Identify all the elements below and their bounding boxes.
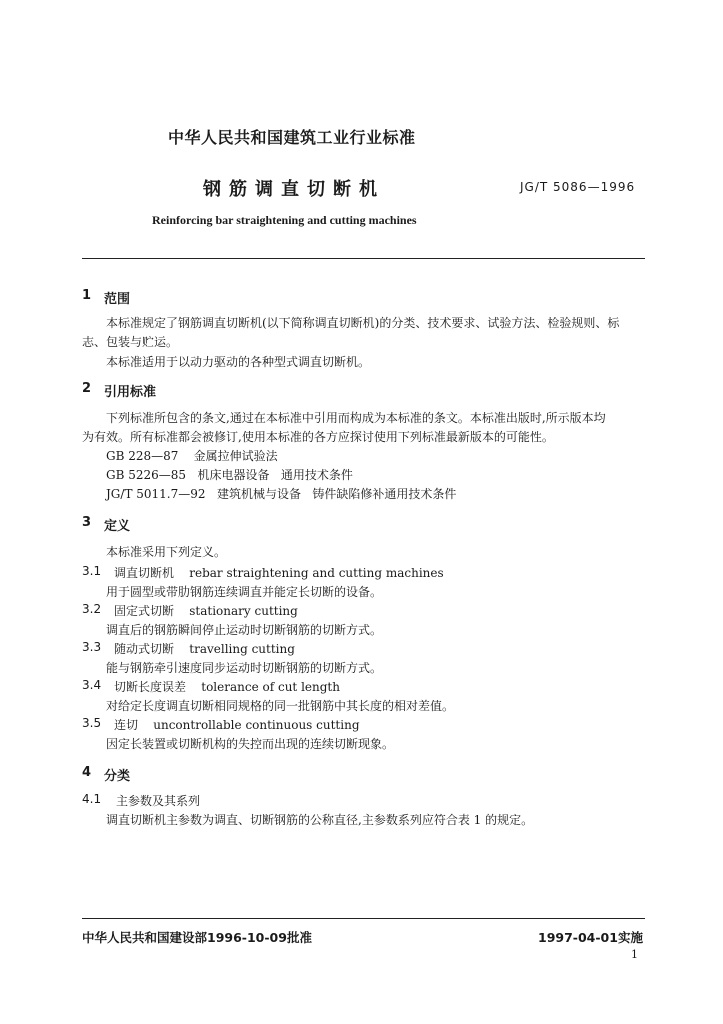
section-3-number: 3 — [82, 515, 92, 530]
definition-term: 固定式切断 stationary cutting — [114, 604, 298, 618]
reference-standard: JG/T 5011.7—92 建筑机械与设备 铸件缺陷修补通用技术条件 — [106, 487, 457, 501]
definition-number: 3.4 — [82, 678, 102, 692]
definition-number: 3.2 — [82, 602, 102, 616]
subsection-title: 主参数及其系列 — [116, 794, 201, 808]
reference-standard: GB 5226—85 机床电器设备 通用技术条件 — [106, 468, 353, 482]
definition-number: 3.5 — [82, 716, 102, 730]
standard-code: JG/T 5086—1996 — [520, 180, 636, 194]
definition-term: 连切 uncontrollable continuous cutting — [114, 718, 360, 732]
definition-description: 能与钢筋牵引速度同步运动时切断钢筋的切断方式。 — [106, 661, 383, 675]
approval-note: 中华人民共和国建设部1996-10-09批准 — [82, 930, 312, 945]
section-1-paragraph-line: 志、包装与贮运。 — [82, 335, 179, 349]
subsection-number: 4.1 — [82, 792, 102, 806]
definition-description: 因定长装置或切断机构的失控而出现的连续切断现象。 — [106, 737, 395, 751]
section-2-number: 2 — [82, 381, 92, 396]
definition-number: 3.1 — [82, 564, 102, 578]
section-1-scope-paragraph: 本标准适用于以动力驱动的各种型式调直切断机。 — [106, 355, 371, 369]
definition-number: 3.3 — [82, 640, 102, 654]
definition-description: 调直后的钢筋瞬间停止运动时切断钢筋的切断方式。 — [106, 623, 383, 637]
section-4-number: 4 — [82, 765, 92, 780]
english-title: Reinforcing bar straightening and cutting machines — [152, 213, 417, 227]
section-1-title: 范围 — [104, 292, 131, 307]
definition-description: 用于圆型或带肋钢筋连续调直并能定长切断的设备。 — [106, 585, 383, 599]
section-2-paragraph-line: 为有效。所有标准都会被修订,使用本标准的各方应探讨使用下列标准最新版本的可能性。 — [82, 430, 554, 444]
definition-description: 对给定长度调直切断相同规格的同一批钢筋中其长度的相对差值。 — [106, 699, 455, 713]
issuing-organization: 中华人民共和国建筑工业行业标准 — [168, 128, 416, 147]
implementation-date: 1997-04-01实施 — [538, 930, 643, 945]
subsection-description: 调直切断机主参数为调直、切断钢筋的公称直径,主参数系列应符合表 1 的规定。 — [106, 813, 534, 827]
section-1-number: 1 — [82, 288, 92, 303]
section-1-paragraph-line: 本标准规定了钢筋调直切断机(以下简称调直切断机)的分类、技术要求、试验方法、检验规则、标 — [106, 316, 620, 330]
section-2-paragraph-line: 下列标准所包含的条文,通过在本标准中引用而构成为本标准的条文。本标准出版时,所示版本均 — [106, 411, 606, 425]
page-number: 1 — [631, 948, 638, 961]
header-divider — [82, 258, 645, 259]
definition-term: 调直切断机 rebar straightening and cutting machines — [114, 566, 444, 580]
section-3-intro: 本标准采用下列定义。 — [106, 545, 227, 559]
definition-term: 切断长度误差 tolerance of cut length — [114, 680, 340, 694]
section-4-title: 分类 — [104, 769, 131, 784]
section-3-title: 定义 — [104, 519, 131, 534]
footer-divider — [82, 918, 645, 919]
standard-title: 钢筋调直切断机 — [203, 179, 385, 200]
reference-standard: GB 228—87 金属拉伸试验法 — [106, 449, 278, 463]
definition-term: 随动式切断 travelling cutting — [114, 642, 295, 656]
section-2-title: 引用标准 — [104, 385, 157, 400]
